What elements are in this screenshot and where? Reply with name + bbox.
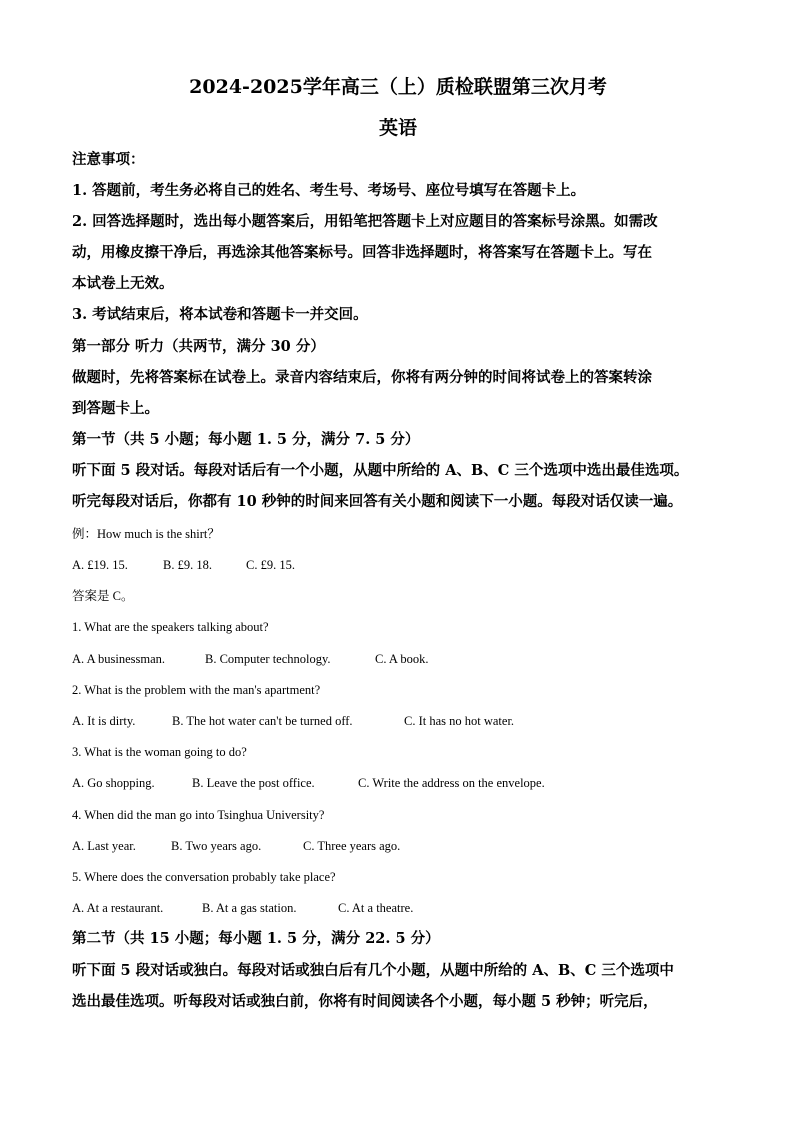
question-5-option-b: B. At a gas station. <box>202 901 297 915</box>
notice-item-2-line-2: 动，用橡皮擦干净后，再选涂其他答案标号。回答非选择题时，将答案写在答题卡上。写在 <box>72 244 652 261</box>
question-2-option-b: B. The hot water can't be turned off. <box>172 714 353 728</box>
question-3: 3. What is the woman going to do? <box>72 745 247 759</box>
question-4: 4. When did the man go into Tsinghua University? <box>72 808 325 822</box>
notice-item-3: 3. 考试结束后，将本试卷和答题卡一并交回。 <box>72 306 368 323</box>
question-4-option-b: B. Two years ago. <box>171 839 262 853</box>
question-4-options <box>72 836 400 856</box>
question-1-option-b: B. Computer technology. <box>205 652 331 666</box>
question-2: 2. What is the problem with the man's apartment? <box>72 683 321 697</box>
section1-instruction-line-2: 听完每段对话后，你都有 10 秒钟的时间来回答有关小题和阅读下一小题。每段对话仅读一遍。 <box>72 493 683 510</box>
example-option-b: B. £9. 18. <box>163 558 212 572</box>
example-option-a: A. £19. 15. <box>72 558 128 572</box>
question-1: 1. What are the speakers talking about? <box>72 620 269 634</box>
example-question: 例：How much is the shirt？ <box>72 527 220 541</box>
subject-title: 英语 <box>378 117 417 139</box>
example-answer: 答案是 C。 <box>72 589 134 603</box>
section2-heading: 第二节（共 15 小题；每小题 1. 5 分，满分 22. 5 分） <box>72 930 440 947</box>
question-1-option-c: C. A book. <box>375 652 429 666</box>
question-3-option-b: B. Leave the post office. <box>192 776 315 790</box>
part1-heading: 第一部分 听力（共两节，满分 30 分） <box>72 338 325 355</box>
example-options <box>72 555 295 575</box>
section1-heading: 第一节（共 5 小题；每小题 1. 5 分，满分 7. 5 分） <box>72 431 420 448</box>
notice-item-2-line-1: 2. 回答选择题时，选出每小题答案后，用铅笔把答题卡上对应题目的答案标号涂黑。如需改 <box>72 213 658 230</box>
notice-item-2-line-3: 本试卷上无效。 <box>72 275 174 292</box>
question-2-option-c: C. It has no hot water. <box>404 714 515 728</box>
example-option-c: C. £9. 15. <box>246 558 295 572</box>
question-5-option-c: C. At a theatre. <box>338 901 414 915</box>
question-3-option-a: A. Go shopping. <box>72 776 155 790</box>
section2-instruction-line-1: 听下面 5 段对话或独白。每段对话或独白后有几个小题，从题中所给的 A、B、C 三个选项中 <box>72 962 674 979</box>
question-5: 5. Where does the conversation probably take place? <box>72 870 336 884</box>
section1-instruction-line-1: 听下面 5 段对话。每段对话后有一个小题，从题中所给的 A、B、C 三个选项中选出最佳选项。 <box>72 462 689 479</box>
notice-item-1: 1. 答题前，考生务必将自己的姓名、考生号、考场号、座位号填写在答题卡上。 <box>72 182 586 199</box>
question-3-options <box>72 773 545 793</box>
question-3-option-c: C. Write the address on the envelope. <box>358 776 545 790</box>
question-1-option-a: A. A businessman. <box>72 652 166 666</box>
question-2-options <box>72 711 514 731</box>
exam-title: 2024-2025学年高三（上）质检联盟第三次月考 <box>189 76 607 98</box>
section2-instruction-line-2: 选出最佳选项。听每段对话或独白前，你将有时间阅读各个小题，每小题 5 秒钟；听完后， <box>72 993 658 1010</box>
question-5-options <box>72 898 413 918</box>
part1-instruction-line-2: 到答题卡上。 <box>72 400 159 417</box>
question-4-option-a: A. Last year. <box>72 839 136 853</box>
part1-instruction-line-1: 做题时，先将答案标在试卷上。录音内容结束后，你将有两分钟的时间将试卷上的答案转涂 <box>72 369 652 386</box>
question-1-options <box>72 649 429 669</box>
notice-heading: 注意事项： <box>72 151 145 168</box>
question-2-option-a: A. It is dirty. <box>72 714 136 728</box>
question-4-option-c: C. Three years ago. <box>303 839 401 853</box>
question-5-option-a: A. At a restaurant. <box>72 901 164 915</box>
